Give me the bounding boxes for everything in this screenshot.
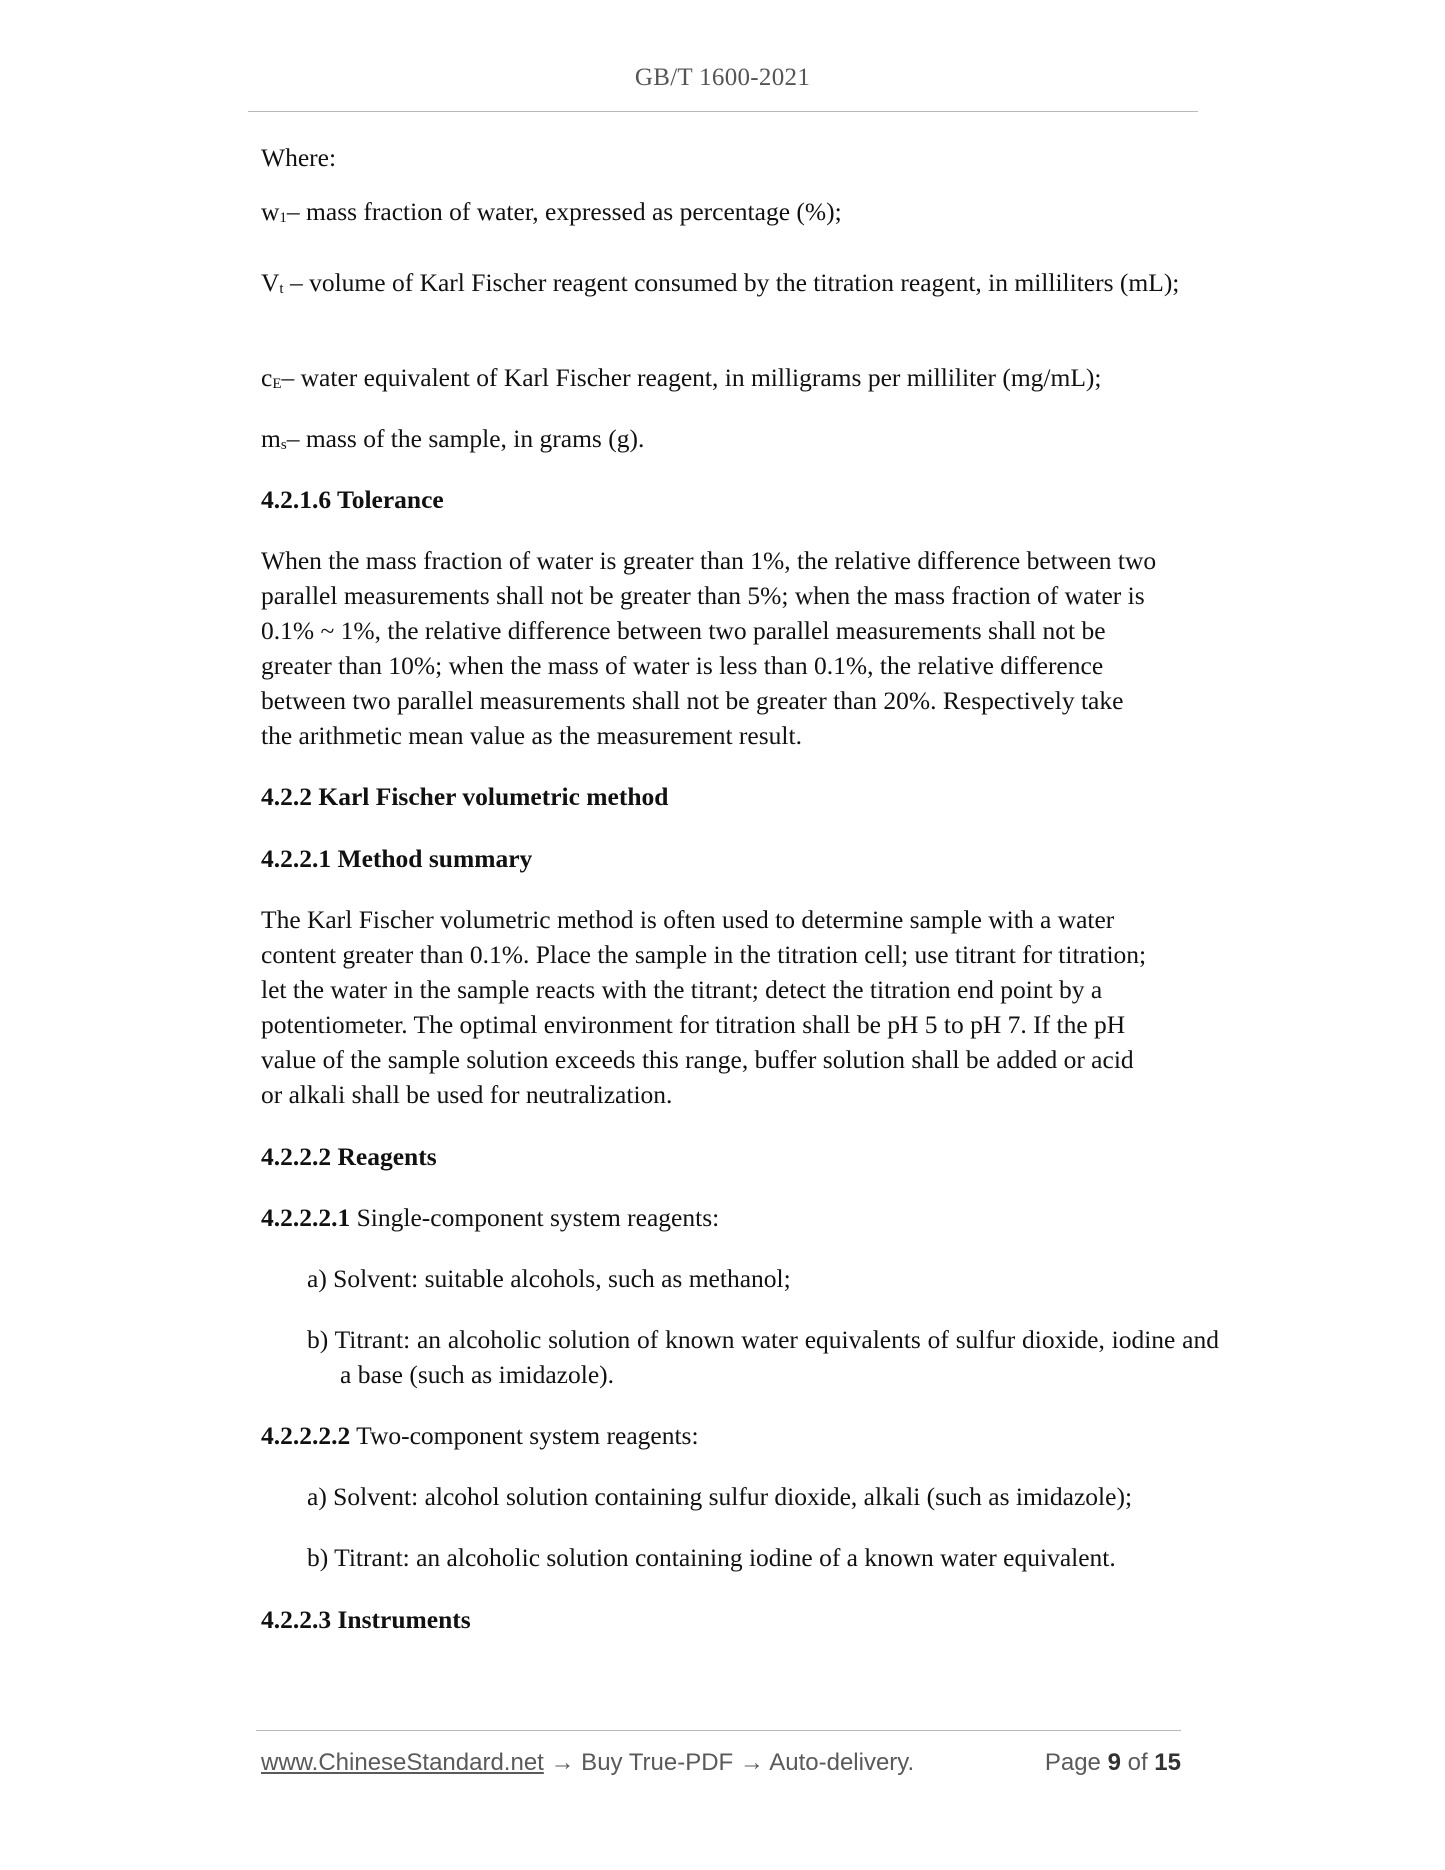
section-heading-4-2-2-2: 4.2.2.2 Reagents — [261, 1142, 437, 1171]
definition-symbol: cE — [261, 363, 282, 392]
definition-ms — [261, 421, 1186, 463]
paragraph-line: parallel measurements shall not be greater than 5%; when the mass fraction of water is — [261, 581, 1145, 610]
definition-text: – mass fraction of water, expressed as percentage (%); — [286, 197, 842, 226]
subsection-number: 4.2.2.2.2 — [261, 1421, 351, 1450]
section-heading-4-2-2-3: 4.2.2.3 Instruments — [261, 1605, 471, 1634]
where-label: Where: — [261, 143, 337, 172]
paragraph-line: the arithmetic mean value as the measurement result. — [261, 721, 802, 750]
definition-ce — [261, 360, 1186, 402]
paragraph-line: 0.1% ~ 1%, the relative difference between two parallel measurements shall not be — [261, 616, 1106, 645]
list-item: b) Titrant: an alcoholic solution containing iodine of a known water equivalent. — [307, 1543, 1116, 1572]
total-page-count: 15 — [1154, 1749, 1181, 1776]
list-item: a) Solvent: alcohol solution containing sulfur dioxide, alkali (such as imidazole); — [307, 1482, 1133, 1511]
paragraph-line: content greater than 0.1%. Place the sample in the titration cell; use titrant for titration; — [261, 940, 1147, 969]
definition-symbol: Vt — [261, 268, 284, 297]
definition-vt — [261, 265, 1249, 307]
paragraph-line: between two parallel measurements shall not be greater than 20%. Respectively take — [261, 686, 1124, 715]
footer-promo-text: → Buy True-PDF → Auto-delivery. — [543, 1749, 915, 1776]
subsection-title: Two-component system reagents: — [350, 1421, 699, 1450]
footer-divider — [256, 1730, 1181, 1731]
list-item: b) Titrant: an alcoholic solution of known water equivalents of sulfur dioxide, iodine and a base (such as imidazole). — [307, 1325, 1219, 1389]
definition-text: – water equivalent of Karl Fischer reagent, in milligrams per milliliter (mg/mL); — [281, 363, 1102, 392]
subsection-4-2-2-2-2 — [261, 1418, 1186, 1453]
paragraph-line: let the water in the sample reacts with the titrant; detect the titration end point by a — [261, 975, 1103, 1004]
definition-symbol: ms — [261, 424, 287, 453]
definition-text: – volume of Karl Fischer reagent consumed by the titration reagent, in milliliters (mL); — [283, 268, 1180, 297]
current-page-number: 9 — [1107, 1749, 1121, 1776]
subsection-title: Single-component system reagents: — [350, 1203, 720, 1232]
paragraph-line: greater than 10%; when the mass of water is less than 0.1%, the relative difference — [261, 651, 1104, 680]
list-item: a) Solvent: suitable alcohols, such as methanol; — [307, 1264, 791, 1293]
definition-symbol: w1 — [261, 197, 287, 226]
paragraph-line: The Karl Fischer volumetric method is often used to determine sample with a water — [261, 905, 1115, 934]
footer-site-link[interactable]: www.ChineseStandard.net — [261, 1749, 544, 1776]
paragraph-line: When the mass fraction of water is greater than 1%, the relative difference between two — [261, 546, 1157, 575]
page-footer — [261, 1749, 1181, 1777]
section-heading-4-2-2-1: 4.2.2.1 Method summary — [261, 844, 533, 873]
subsection-number: 4.2.2.2.1 — [261, 1203, 351, 1232]
subsection-4-2-2-2-1 — [261, 1200, 1186, 1235]
header-divider — [248, 111, 1198, 112]
definition-text: – mass of the sample, in grams (g). — [286, 424, 645, 453]
section-heading-4-2-1-6: 4.2.1.6 Tolerance — [261, 485, 444, 514]
definition-w1 — [261, 194, 1186, 236]
document-header-title: GB/T 1600-2021 — [634, 64, 811, 91]
footer-promo — [261, 1749, 914, 1777]
paragraph-line: value of the sample solution exceeds this range, buffer solution shall be added or acid — [261, 1045, 1134, 1074]
paragraph-line: potentiometer. The optimal environment for titration shall be pH 5 to pH 7. If the pH — [261, 1010, 1126, 1039]
page-indicator: Page 9 of 15 — [1044, 1749, 1181, 1776]
paragraph-line: or alkali shall be used for neutralization. — [261, 1080, 673, 1109]
section-heading-4-2-2: 4.2.2 Karl Fischer volumetric method — [261, 782, 669, 811]
